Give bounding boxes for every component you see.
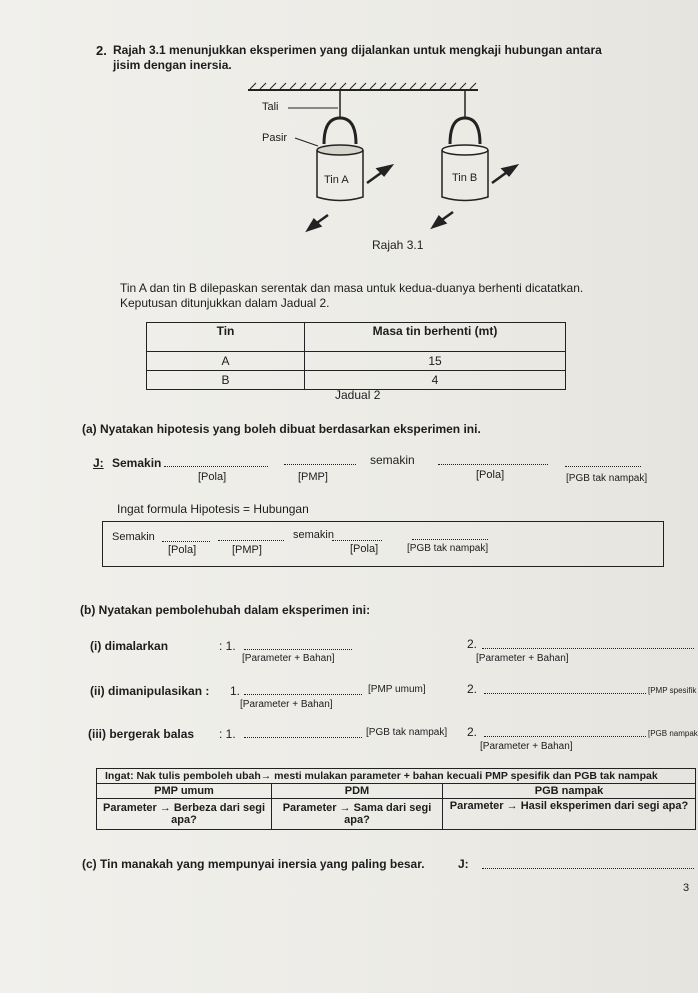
- part-b-iii-blank1[interactable]: [244, 737, 362, 738]
- formula-hint-pgb: [PGB tak nampak]: [407, 543, 489, 554]
- part-b-i-blank1[interactable]: [244, 649, 352, 650]
- part-b-i-hint1: [Parameter + Bahan]: [242, 653, 335, 664]
- part-b-ii-hint1-below: [Parameter + Bahan]: [240, 699, 333, 710]
- label-tin-a: Tin A: [324, 174, 349, 186]
- part-b-iii-hint2-right: [PGB nampak: [648, 729, 698, 738]
- cell-masa-b: 4: [305, 371, 566, 390]
- label-pasir: Pasir: [262, 132, 288, 144]
- reminder-header-row: [97, 784, 696, 799]
- part-a-blank-pmp[interactable]: [284, 464, 356, 465]
- formula-hint-pola2: [Pola]: [350, 543, 379, 555]
- part-a-hint-pola2: [Pola]: [476, 469, 505, 481]
- part-a-hint-pmp: [PMP]: [298, 471, 328, 483]
- part-b-ii-label: (ii) dimanipulasikan :: [90, 684, 210, 698]
- rajah-diagram: [240, 80, 580, 250]
- formula-semakin2: semakin: [293, 529, 334, 541]
- part-b-i-num2: 2.: [467, 637, 478, 651]
- reminder-title-row: [97, 769, 696, 784]
- formula-blank-pola1: [162, 541, 210, 542]
- part-a-answer-prefix: J:: [93, 456, 104, 470]
- part-b-iii-blank2[interactable]: [484, 736, 646, 737]
- question-number: 2.: [96, 43, 107, 58]
- part-b-i-hint2: [Parameter + Bahan]: [476, 653, 569, 664]
- label-tin-b: Tin B: [452, 172, 478, 184]
- part-a-question: (a) Nyatakan hipotesis yang boleh dibuat berdasarkan eksperimen ini.: [82, 422, 481, 436]
- ceiling-hatch: [250, 83, 476, 89]
- header-tin: Tin: [147, 323, 305, 352]
- part-c-blank[interactable]: [482, 868, 694, 869]
- part-b-ii-num2: 2.: [467, 682, 478, 696]
- part-b-i-num1: : 1.: [219, 639, 236, 653]
- tin-b-handle: [450, 118, 480, 144]
- part-b-ii-blank2[interactable]: [484, 693, 646, 694]
- reminder-cell-pgb: Parameter → Hasil eksperimen dari segi apa?: [443, 799, 696, 830]
- tin-a-sand: [317, 145, 363, 155]
- description-line1: Tin A dan tin B dilepaskan serentak dan masa untuk kedua-duanya berhenti dicatatkan.: [120, 281, 584, 295]
- part-b-question: (b) Nyatakan pembolehubah dalam eksperimen ini:: [80, 603, 371, 617]
- part-b-iii-label: (iii) bergerak balas: [88, 727, 195, 741]
- pasir-leader: [295, 138, 318, 146]
- table-row: [147, 371, 566, 390]
- cell-masa-a: 15: [305, 352, 566, 371]
- part-a-blank-pola2[interactable]: [438, 464, 548, 465]
- part-a-semakin2: semakin: [370, 453, 415, 467]
- part-c-answer-prefix: J:: [458, 857, 469, 871]
- part-a-hint-pola1: [Pola]: [198, 471, 227, 483]
- table-caption: Jadual 2: [335, 388, 381, 402]
- question-intro-line2: jisim dengan inersia.: [113, 58, 232, 72]
- formula-blank-pgb: [412, 539, 488, 540]
- formula-hint-pola1: [Pola]: [168, 544, 197, 556]
- formula-semakin1: Semakin: [112, 531, 155, 543]
- diagram-caption: Rajah 3.1: [372, 238, 424, 252]
- formula-blank-pola2: [332, 540, 382, 541]
- part-b-ii-num1: 1.: [230, 684, 241, 698]
- label-tali: Tali: [262, 101, 279, 113]
- cell-tin-a: A: [147, 352, 305, 371]
- reminder-header-pdm: PDM: [272, 784, 443, 799]
- part-b-i-blank2[interactable]: [482, 648, 694, 649]
- tin-a-handle: [324, 118, 356, 144]
- part-b-iii-num1: : 1.: [219, 727, 236, 741]
- formula-blank-pmp: [218, 540, 284, 541]
- formula-heading: Ingat formula Hipotesis = Hubungan: [117, 502, 309, 516]
- part-b-ii-hint2: [PMP spesifik: [648, 686, 697, 695]
- reminder-title: Ingat: Nak tulis pemboleh ubah→ mesti mulakan parameter + bahan kecuali PMP spesifik dan PGB tak nampak: [97, 769, 696, 784]
- description-line2: Keputusan ditunjukkan dalam Jadual 2.: [120, 296, 330, 310]
- reminder-body-row: [97, 799, 696, 830]
- part-b-ii-blank1[interactable]: [244, 694, 362, 695]
- reminder-cell-pdm: Parameter → Sama dari segi apa?: [272, 799, 443, 830]
- table-header-row: [147, 323, 566, 352]
- formula-hint-pmp: [PMP]: [232, 544, 262, 556]
- reminder-header-pmp: PMP umum: [97, 784, 272, 799]
- part-a-blank-pgb[interactable]: [565, 466, 641, 467]
- results-table: [146, 322, 566, 390]
- part-b-iii-hint2-below: [Parameter + Bahan]: [480, 741, 573, 752]
- part-a-hint-pgb: [PGB tak nampak]: [566, 473, 648, 484]
- part-a-blank-pola1[interactable]: [164, 466, 268, 467]
- part-b-i-label: (i) dimalarkan: [90, 639, 169, 653]
- table-row: [147, 352, 566, 371]
- reminder-cell-pmp: Parameter → Berbeza dari segi apa?: [97, 799, 272, 830]
- reminder-header-pgb: PGB nampak: [443, 784, 696, 799]
- cell-tin-b: B: [147, 371, 305, 390]
- tin-b-top: [442, 145, 488, 155]
- part-b-iii-num2: 2.: [467, 725, 478, 739]
- header-masa: Masa tin berhenti (mt): [305, 323, 566, 352]
- page-number: 3: [683, 882, 690, 894]
- part-a-semakin1: Semakin: [112, 456, 162, 470]
- variable-reminder-table: [96, 768, 696, 830]
- part-b-iii-hint1: [PGB tak nampak]: [366, 727, 448, 738]
- question-intro-line1: Rajah 3.1 menunjukkan eksperimen yang dijalankan untuk mengkaji hubungan antara: [113, 43, 602, 57]
- part-c-question: (c) Tin manakah yang mempunyai inersia yang paling besar.: [82, 857, 425, 871]
- part-b-ii-hint1-right: [PMP umum]: [368, 684, 426, 695]
